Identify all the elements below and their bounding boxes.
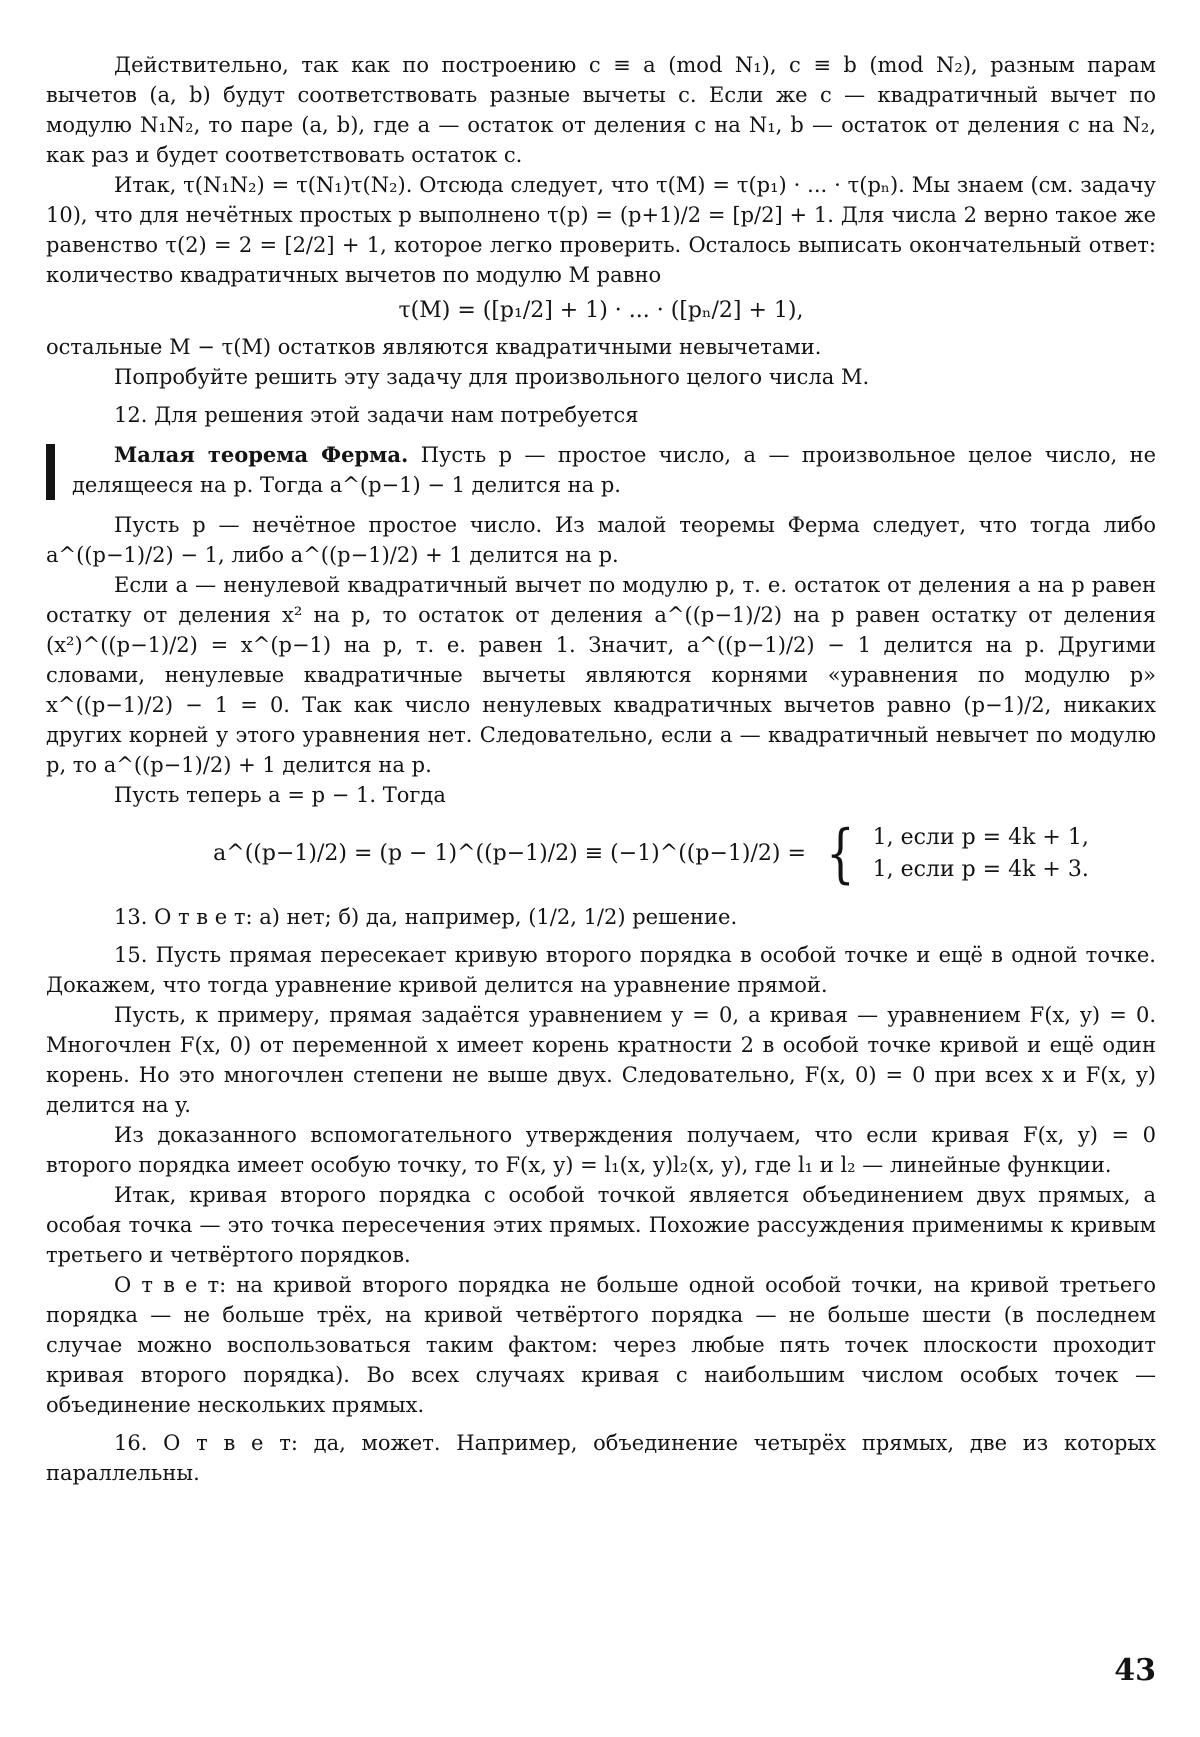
paragraph-rest: остальные M − τ(M) остатков являются квадратичными невычетами.	[46, 335, 822, 359]
paragraph-fermat-1: Пусть p — нечётное простое число. Из малой теоремы Ферма следует, что тогда либо a^((p−1)/2) − 1, либо a^((p−1)/2) + 1 делится на p.	[46, 513, 1156, 567]
page-number: 43	[1114, 1653, 1156, 1688]
theorem-title: Малая теорема Ферма.	[114, 442, 409, 467]
problem-15-paragraph-3: Из доказанного вспомогательного утверждения получаем, что если кривая F(x, y) = 0 второго порядка имеет особую точку, то F(x, y) = l₁(x, y)l₂(x, y), где l₁ и l₂ — линейные функции.	[46, 1123, 1156, 1177]
brace-icon: {	[825, 817, 855, 891]
paragraph-tau: Итак, τ(N₁N₂) = τ(N₁)τ(N₂). Отсюда следует, что τ(M) = τ(p₁) · ... · τ(pₙ). Мы знаем (см. задачу 10), что для нечётных простых p выполнено τ(p) = (p+1)/2 = [p/2] + 1. Для числа 2 верно такое же равенство τ(2) = 2 = [2/2] + 1, которое легко проверить. Осталось выписать окончательный ответ: количество квадратичных вычетов по модулю M равно	[46, 173, 1156, 287]
problem-16-answer: 16. О т в е т: да, может. Например, объединение четырёх прямых, две из которых параллельны.	[46, 1431, 1156, 1485]
problem-15-statement: 15. Пусть прямая пересекает кривую второго порядка в особой точке и ещё в одной точке. Докажем, что тогда уравнение кривой делится на уравнение прямой.	[46, 943, 1156, 997]
problem-12-intro: 12. Для решения этой задачи нам потребуется	[114, 403, 639, 427]
problem-13-answer: 13. О т в е т: а) нет; б) да, например, (1/2, 1/2) решение.	[114, 905, 738, 929]
theorem-block	[46, 440, 1156, 500]
theorem-statement	[72, 440, 1156, 500]
paragraph-fermat-2: Если a — ненулевой квадратичный вычет по модулю p, т. е. остаток от деления a на p равен остатку от деления x² на p, то остаток от деления a^((p−1)/2) на p равен остатку от деления (x²)^((p−1)/2) = x^(p−1) на p, т. е. равен 1. Значит, a^((p−1)/2) − 1 делится на p. Другими словами, ненулевые квадратичные вычеты являются корнями «уравнения по модулю p» x^((p−1)/2) − 1 = 0. Так как число ненулевых квадратичных вычетов равно (p−1)/2, никаких других корней у этого уравнения нет. Следовательно, если a — квадратичный невычет по модулю p, то a^((p−1)/2) + 1 делится на p.	[46, 573, 1156, 777]
case-1: 1, если p = 4k + 1,	[872, 825, 1089, 850]
paragraph-try: Попробуйте решить эту задачу для произвольного целого числа M.	[114, 365, 870, 389]
paragraph-let: Пусть теперь a = p − 1. Тогда	[114, 783, 446, 807]
paragraph-proof: Действительно, так как по построению c ≡ a (mod N₁), c ≡ b (mod N₂), разным парам вычетов (a, b) будут соответствовать разные вычеты c. Если же c — квадратичный вычет по модулю N₁N₂, то паре (a, b), где a — остаток от деления c на N₁, b — остаток от деления c на N₂, как раз и будет соответствовать остаток c.	[46, 53, 1156, 167]
cases-group	[820, 817, 1089, 891]
formula-tau: τ(M) = ([p₁/2] + 1) · ... · ([pₙ/2] + 1),	[398, 298, 804, 323]
formula-cases	[146, 817, 1156, 891]
case-lines	[873, 822, 1089, 886]
theorem-marker-bar	[46, 444, 55, 500]
theorem-text: Пусть p — простое число, a — произвольное целое число, не делящееся на p. Тогда a^(p−1) − 1 делится на p.	[72, 443, 1156, 497]
case-2: 1, если p = 4k + 3.	[872, 857, 1089, 882]
formula-cases-left: a^((p−1)/2) = (p − 1)^((p−1)/2) ≡ (−1)^((p−1)/2) =	[213, 841, 806, 866]
problem-15-paragraph-4: Итак, кривая второго порядка с особой точкой является объединением двух прямых, а особая точка — это точка пересечения этих прямых. Похожие рассуждения применимы к кривым третьего и четвёртого порядков.	[46, 1183, 1156, 1267]
problem-15-paragraph-2: Пусть, к примеру, прямая задаётся уравнением y = 0, а кривая — уравнением F(x, y) = 0. Многочлен F(x, 0) от переменной x имеет корень кратности 2 в особой точке кривой и ещё один корень. Но это многочлен степени не выше двух. Следовательно, F(x, 0) = 0 при всех x и F(x, y) делится на y.	[46, 1003, 1156, 1117]
page-content	[46, 50, 1156, 1488]
problem-15-answer: О т в е т: на кривой второго порядка не больше одной особой точки, на кривой третьего порядка — не больше трёх, на кривой четвёртого порядка — не больше шести (в последнем случае можно воспользоваться таким фактом: через любые пять точек плоскости проходит кривая второго порядка). Во всех случаях кривая с наибольшим числом особых точек — объединение нескольких прямых.	[46, 1273, 1156, 1417]
